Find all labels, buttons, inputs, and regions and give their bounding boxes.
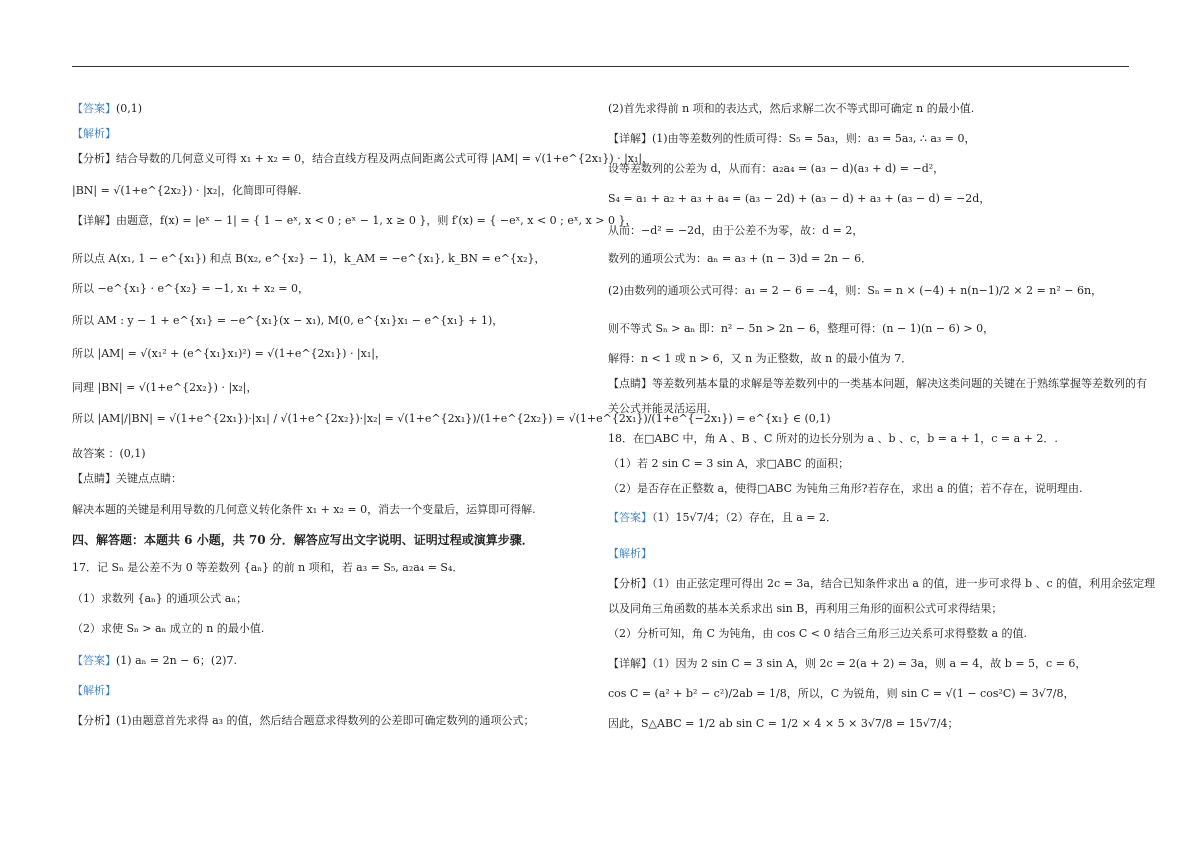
left-line xyxy=(72,502,536,517)
line-text: 以及同角三角函数的基本关系求出 sin B，再利用三角形的面积公式可求得结果； xyxy=(608,602,1003,615)
right-line xyxy=(608,510,837,525)
line-text: (0,1) xyxy=(116,102,143,115)
right-line xyxy=(608,283,1102,298)
right-line xyxy=(608,161,944,176)
left-line xyxy=(72,446,146,461)
line-text: (1) aₙ = 2n − 6；(2)7. xyxy=(116,654,237,667)
right-line xyxy=(608,601,1002,616)
left-line xyxy=(72,126,116,141)
right-line xyxy=(608,401,711,416)
line-text: 数列的通项公式为：aₙ = a₃ + (n − 3)d = 2n − 6． xyxy=(608,252,873,265)
line-text: 18．在□ABC 中，角 A 、B 、C 所对的边长分别为 a 、b 、c，b = a + 1，c = a + 2．. xyxy=(608,432,1058,445)
right-line xyxy=(608,716,958,731)
right-line xyxy=(608,626,1027,641)
line-text: 所以点 A(x₁, 1 − e^{x₁}) 和点 B(x₂, e^{x₂} − 1)，k_AM = −e^{x₁}, k_BN = e^{x₂}， xyxy=(72,252,546,265)
section-tag: 【解析】 xyxy=(72,127,116,140)
line-text: 【分析】结合导数的几何意义可得 x₁ + x₂ = 0，结合直线方程及两点间距离公式可得 |AM| = √(1+e^{2x₁}) · |x₁|， xyxy=(72,152,654,165)
right-line xyxy=(608,546,652,561)
right-line xyxy=(608,251,872,266)
left-line xyxy=(72,380,258,395)
line-text: （2）是否存在正整数 a，使得□ABC 为钝角三角形?若存在，求出 a 的值；若不存在，说明理由. xyxy=(608,482,1083,495)
right-line xyxy=(608,481,1083,496)
header-rule xyxy=(72,66,1129,67)
right-line xyxy=(608,223,863,238)
line-text: （1）15√7/4；（2）存在，且 a = 2． xyxy=(652,511,837,524)
line-text: 所以 |AM| = √(x₁² + (e^{x₁}x₁)²) = √(1+e^{2x₁}) · |x₁|， xyxy=(72,347,386,360)
line-text: cos C = (a² + b² − c²)/2ab = 1/8，所以，C 为锐角，则 sin C = √(1 − cos²C) = 3√7/8， xyxy=(608,687,1075,700)
line-text: 故答案 ：(0,1) xyxy=(72,447,146,460)
line-text: （2）求使 Sₙ > aₙ 成立的 n 的最小值. xyxy=(72,622,265,635)
line-text: |BN| = √(1+e^{2x₂}) · |x₂|，化简即可得解. xyxy=(72,184,302,197)
line-text: 则不等式 Sₙ > aₙ 即：n² − 5n > 2n − 6，整理可得：(n − 1)(n − 6) > 0， xyxy=(608,322,995,335)
section-tag: 【答案】 xyxy=(72,654,116,667)
left-line xyxy=(72,471,182,486)
line-text: 【点睛】等差数列基本量的求解是等差数列中的一类基本问题，解决这类问题的关键在于熟练掌握等差数列的有 xyxy=(608,377,1147,390)
right-line xyxy=(608,456,849,471)
line-text: 【分析】(1)由题意首先求得 a₃ 的值，然后结合题意求得数列的公差即可确定数列的通项公式； xyxy=(72,714,535,727)
left-line xyxy=(72,346,386,361)
line-text: (2)由数列的通项公式可得：a₁ = 2 − 6 = −4，则：Sₙ = n × (−4) + n(n−1)/2 × 2 = n² − 6n， xyxy=(608,284,1103,297)
right-line xyxy=(608,351,912,366)
left-line xyxy=(72,183,302,198)
line-text: (2)首先求得前 n 项和的表达式，然后求解二次不等式即可确定 n 的最小值. xyxy=(608,102,975,115)
left-line xyxy=(72,713,535,728)
right-line xyxy=(608,376,1147,391)
left-line xyxy=(72,251,546,266)
right-line xyxy=(608,576,1155,591)
left-line xyxy=(72,591,247,606)
line-text: 四、解答题：本题共 6 小题，共 70 分．解答应写出文字说明、证明过程或演算步骤． xyxy=(72,533,534,547)
section-tag: 【答案】 xyxy=(608,511,652,524)
line-text: 【分析】（1）由正弦定理可得出 2c = 3a，结合已知条件求出 a 的值，进一步可求得 b 、c 的值，利用余弦定理 xyxy=(608,577,1156,590)
right-line xyxy=(608,191,990,206)
right-line xyxy=(608,431,1058,446)
section-tag: 【解析】 xyxy=(608,547,652,560)
left-line xyxy=(72,683,116,698)
left-line xyxy=(72,653,237,668)
line-text: 所以 −e^{x₁} · e^{x₂} = −1, x₁ + x₂ = 0， xyxy=(72,282,309,295)
line-text: 【详解】（1）因为 2 sin C = 3 sin A，则 2c = 2(a + 2) = 3a，则 a = 4，故 b = 5，c = 6， xyxy=(608,657,1087,670)
left-line xyxy=(72,533,534,548)
line-text: 关公式并能灵活运用. xyxy=(608,402,711,415)
line-text: 解决本题的关键是利用导数的几何意义转化条件 x₁ + x₂ = 0，消去一个变量后，运算即可得解. xyxy=(72,503,536,516)
left-line xyxy=(72,213,636,228)
left-line xyxy=(72,313,503,328)
section-tag: 【解析】 xyxy=(72,684,116,697)
left-line xyxy=(72,560,463,575)
line-text: 从而：−d² = −2d，由于公差不为零，故：d = 2， xyxy=(608,224,864,237)
line-text: 设等差数列的公差为 d，从而有：a₂a₄ = (a₃ − d)(a₃ + d) = −d²， xyxy=(608,162,945,175)
right-line xyxy=(608,686,1075,701)
line-text: 【详解】由题意，f(x) = |eˣ − 1| = { 1 − eˣ, x < 0 ; eˣ − 1, x ≥ 0 }，则 f′(x) = { −eˣ, x < 0 ; eˣ, x > 0 }， xyxy=(72,214,637,227)
line-text: （2）分析可知，角 C 为钝角，由 cos C < 0 结合三角形三边关系可求得整数 a 的值. xyxy=(608,627,1027,640)
section-tag: 【答案】 xyxy=(72,102,116,115)
line-text: 同理 |BN| = √(1+e^{2x₂}) · |x₂|， xyxy=(72,381,258,394)
line-text: S₄ = a₁ + a₂ + a₃ + a₄ = (a₃ − 2d) + (a₃ − d) + a₃ + (a₃ − d) = −2d， xyxy=(608,192,991,205)
line-text: 【详解】(1)由等差数列的性质可得：S₅ = 5a₃，则：a₃ = 5a₃, ∴ a₃ = 0， xyxy=(608,132,976,145)
line-text: （1）若 2 sin C = 3 sin A，求□ABC 的面积； xyxy=(608,457,850,470)
right-line xyxy=(608,101,974,116)
left-line xyxy=(72,411,831,426)
line-text: 因此，S△ABC = 1/2 ab sin C = 1/2 × 4 × 5 × 3√7/8 = 15√7/4； xyxy=(608,717,959,730)
line-text: 所以 AM : y − 1 + e^{x₁} = −e^{x₁}(x − x₁), M(0, e^{x₁}x₁ − e^{x₁} + 1)， xyxy=(72,314,504,327)
left-line xyxy=(72,101,142,116)
right-line xyxy=(608,131,976,146)
line-text: 17．记 Sₙ 是公差不为 0 等差数列 {aₙ} 的前 n 项和，若 a₃ = S₅, a₂a₄ = S₄． xyxy=(72,561,464,574)
line-text: （1）求数列 {aₙ} 的通项公式 aₙ； xyxy=(72,592,248,605)
line-text: 解得：n < 1 或 n > 6，又 n 为正整数，故 n 的最小值为 7． xyxy=(608,352,913,365)
left-line xyxy=(72,151,653,166)
line-text: 所以 |AM|/|BN| = √(1+e^{2x₁})·|x₁| / √(1+e^{2x₂})·|x₂| = √(1+e^{2x₁})/(1+e^{2x₂}) = √(1+e^{2x₁})/(1+e^{−2x₁}) = e^{x₁} ∈ (0,1) xyxy=(72,412,831,425)
right-line xyxy=(608,321,994,336)
left-line xyxy=(72,621,264,636)
left-line xyxy=(72,281,309,296)
line-text: 【点睛】关键点点睛： xyxy=(72,472,182,485)
right-line xyxy=(608,656,1086,671)
